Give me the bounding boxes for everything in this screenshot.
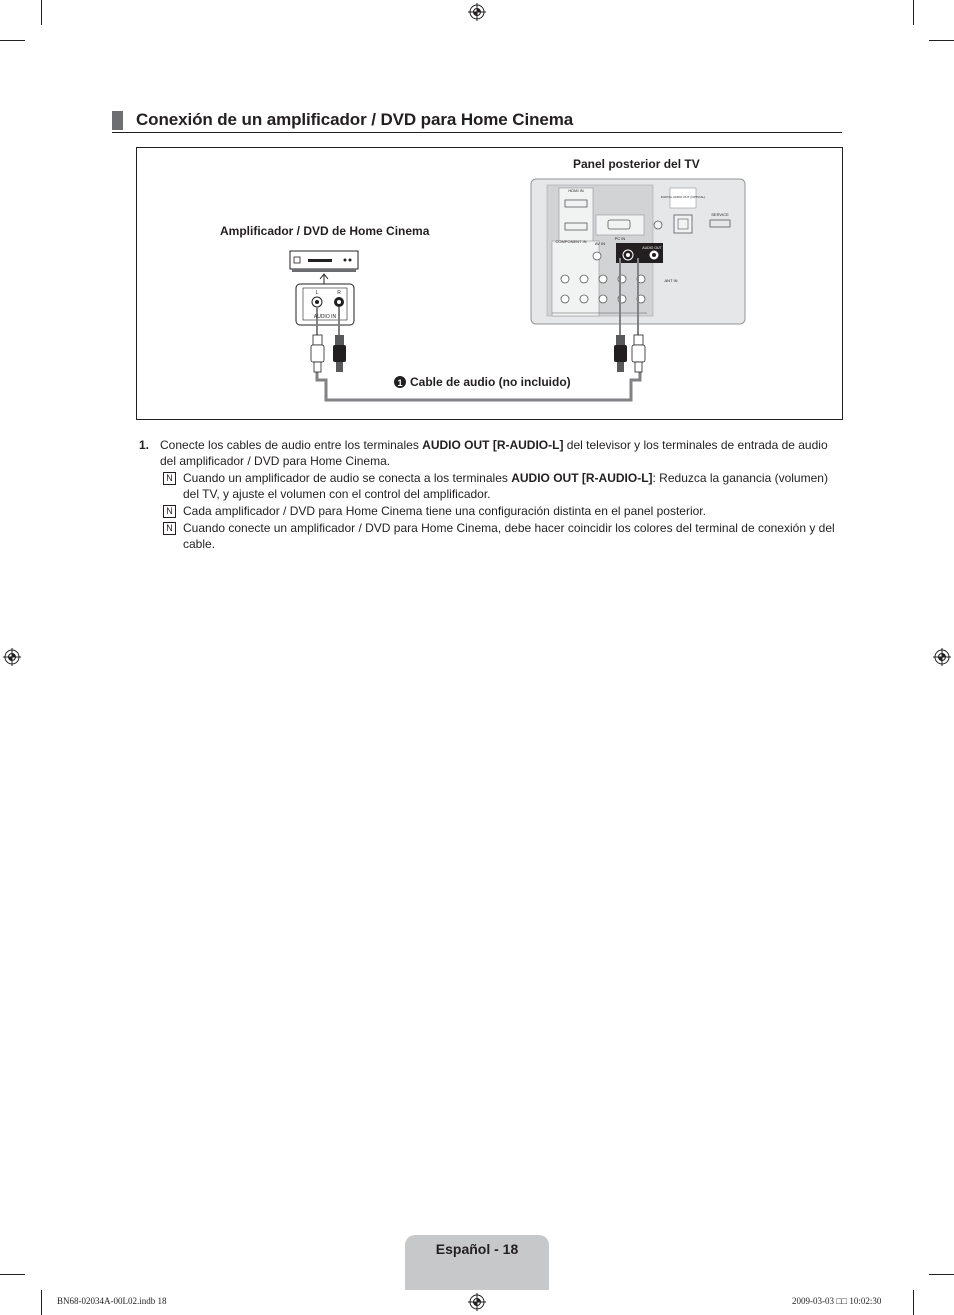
note-item: N Cuando conecte un amplificador / DVD para Home Cinema, debe hacer coincidir los colores del terminal de conexión y del cable. [160, 520, 842, 552]
amplifier-label: Amplificador / DVD de Home Cinema [220, 224, 430, 238]
rca-plug-icon [614, 335, 627, 372]
cable-label: Cable de audio (no incluido) [410, 375, 571, 389]
registration-mark-icon [468, 1293, 486, 1311]
registration-mark-icon [3, 648, 21, 666]
section-title: Conexión de un amplificador / DVD para Home Cinema [136, 110, 574, 129]
av-label: AV IN [594, 241, 606, 246]
note-icon: N [163, 522, 176, 535]
amplifier-jack-left: L [315, 290, 319, 296]
crop-mark [929, 40, 954, 41]
component-label: COMPONENT IN [555, 239, 587, 244]
crop-mark [0, 40, 25, 41]
registration-mark-icon [933, 648, 951, 666]
page-number-tab [405, 1235, 549, 1290]
rca-plug-icon [632, 335, 645, 372]
amplifier-jack-right: R [337, 290, 341, 296]
tv-panel-label: Panel posterior del TV [573, 157, 700, 171]
file-slug: BN68-02034A-00L02.indb 18 [57, 1296, 167, 1306]
dvd-player-icon [290, 251, 358, 285]
section-marker [112, 111, 123, 130]
crop-mark [41, 0, 42, 25]
section-header [112, 109, 842, 133]
rca-plug-icon [333, 335, 346, 372]
print-timestamp: 2009-03-03 □□ 10:02:30 [792, 1296, 882, 1306]
crop-mark [913, 0, 914, 25]
registration-mark-icon [468, 3, 486, 21]
page-number: Español - 18 [435, 1241, 519, 1257]
step-text: Conecte los cables de audio entre los terminales AUDIO OUT [R-AUDIO-L] del televisor y los terminales de entrada de audio del amplificador / DVD para Home Cinema. [160, 438, 828, 468]
crop-mark [929, 1274, 954, 1275]
crop-mark [41, 1290, 42, 1315]
instructions [139, 437, 842, 552]
note-icon: N [163, 505, 176, 518]
ant-label: ANT IN [664, 278, 678, 283]
hdmi-label: HDMI IN [568, 188, 584, 193]
service-label: SERVICE [711, 212, 729, 217]
cable-number: 1 [397, 378, 403, 388]
crop-mark [0, 1274, 25, 1275]
digital-out-label: DIGITAL AUDIO OUT (OPTICAL) [660, 195, 706, 199]
step-number: 1. [139, 438, 150, 452]
amplifier-jack-label: AUDIO IN [313, 314, 337, 320]
crop-mark [913, 1290, 914, 1315]
note-icon: N [163, 472, 176, 485]
connection-diagram [136, 147, 843, 420]
rca-plug-icon [311, 335, 324, 372]
note-item: N Cuando un amplificador de audio se conecta a los terminales AUDIO OUT [R-AUDIO-L]: Reduzca la ganancia (volumen) del TV, y ajuste el volumen con el control del amplificador. [160, 470, 842, 502]
audio-out-label: AUDIO OUT [642, 246, 662, 250]
note-item: N Cada amplificador / DVD para Home Cinema tiene una configuración distinta en el panel posterior. [160, 503, 842, 519]
pc-label: PC IN [614, 236, 626, 241]
